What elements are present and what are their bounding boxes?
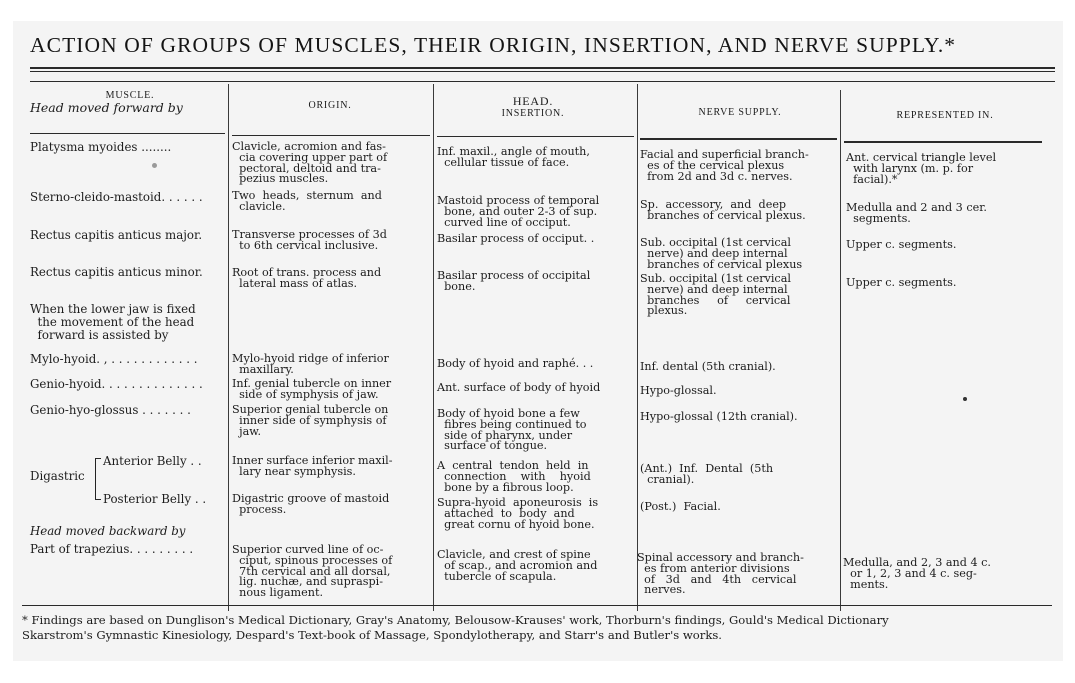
footnote-line-1: * Findings are based on Dunglison's Medical Dictionary, Gray's Anatomy, Belousow-Krauses' work, Thorburn's findings, Gould's Medical Dictionary	[22, 613, 889, 627]
origin-cell: Superior genial tubercle on inner side of symphysis of jaw.	[232, 403, 389, 438]
header-insertion: INSERTION.	[501, 108, 565, 119]
muscle-name: Genio-hyo-glossus . . . . . . .	[30, 403, 191, 417]
origin-cell: Clavicle, acromion and fas- cia covering upper part of pectoral, deltoid and tra- pezius muscles.	[232, 140, 388, 186]
muscle-name: Platysma myoides ........	[30, 140, 172, 154]
nerve-supply-cell: Spinal accessory and branch- es from anterior divisions of 3d and 4th cervical nerves.	[637, 551, 804, 597]
ink-speck	[152, 163, 157, 168]
muscle-name: Sterno-cleido-mastoid. . . . . .	[30, 190, 203, 204]
header-muscle: MUSCLE.	[105, 90, 155, 101]
origin-cell: Mylo-hyoid ridge of inferior maxillary.	[232, 352, 389, 376]
muscle-name: Rectus capitis anticus major.	[30, 228, 203, 242]
nerve-supply-cell: Inf. dental (5th cranial).	[640, 360, 776, 373]
muscle-name: Genio-hyoid. . . . . . . . . . . . . .	[30, 377, 203, 391]
header-rule-5	[844, 141, 1042, 143]
ink-speck	[963, 397, 967, 401]
muscle-name: Anterior Belly . .	[103, 454, 202, 468]
header-head: HEAD.	[512, 94, 554, 108]
digastric-brace	[95, 458, 96, 500]
header-rule-2	[232, 135, 430, 136]
insertion-cell: Body of hyoid bone a few fibres being continued to side of pharynx, under surface of tongue.	[437, 407, 587, 453]
nerve-supply-cell: Facial and superficial branch- es of the cervical plexus from 2d and 3d c. nerves.	[640, 148, 809, 183]
origin-cell: Superior curved line of oc- ciput, spinous processes of 7th cervical and all dorsal, lig. nuchæ, and supraspi- nous ligament.	[232, 543, 393, 600]
represented-in-cell: Upper c. segments.	[846, 276, 957, 289]
header-rule-1	[30, 133, 225, 134]
column-divider-2	[433, 84, 434, 611]
insertion-cell: Ant. surface of body of hyoid	[437, 381, 601, 394]
origin-cell: Transverse processes of 3d to 6th cervical inclusive.	[232, 228, 387, 252]
nerve-supply-cell: Hypo-glossal.	[640, 384, 717, 397]
footnote-rule	[22, 605, 1052, 606]
insertion-cell: Basilar process of occipital bone.	[437, 269, 591, 293]
nerve-supply-cell: Sub. occipital (1st cervical nerve) and deep internal branches of cervical plexus.	[640, 272, 791, 318]
insertion-cell: Mastoid process of temporal bone, and outer 2-3 of sup. curved line of occiput.	[437, 194, 600, 229]
insertion-cell: A central tendon held in connection with hyoid bone by a fibrous loop.	[437, 459, 591, 494]
represented-in-cell: Medulla and 2 and 3 cer. segments.	[846, 201, 987, 225]
digastric-label: Digastric	[30, 469, 85, 483]
insertion-cell: Clavicle, and crest of spine of scap., and acromion and tubercle of scapula.	[437, 548, 598, 583]
represented-in-cell: Ant. cervical triangle level with larynx (m. p. for facial).*	[846, 151, 997, 186]
jaw-fixed-note: When the lower jaw is fixed the movement of the head forward is assisted by	[30, 302, 196, 342]
insertion-cell: Supra-hyoid aponeurosis is attached to body and great cornu of hyoid bone.	[437, 496, 599, 531]
muscle-name: Mylo-hyoid. , . . . . . . . . . . . .	[30, 352, 198, 366]
nerve-supply-cell: Hypo-glossal (12th cranial).	[640, 410, 798, 423]
origin-cell: Two heads, sternum and clavicle.	[232, 189, 382, 213]
origin-cell: Inner surface inferior maxil- lary near symphysis.	[232, 454, 393, 478]
muscle-name: Part of trapezius. . . . . . . . .	[30, 542, 194, 556]
represented-in-cell: Medulla, and 2, 3 and 4 c. or 1, 2, 3 and 4 c. seg- ments.	[843, 556, 991, 591]
digastric-brace-top	[95, 458, 101, 459]
header-rule-3	[437, 136, 634, 137]
page-title: ACTION OF GROUPS OF MUSCLES, THEIR ORIGIN, INSERTION, AND NERVE SUPPLY.*	[30, 33, 957, 57]
column-divider-1	[228, 84, 229, 611]
title-rule-thin	[30, 71, 1055, 72]
origin-cell: Inf. genial tubercle on inner side of symphysis of jaw.	[232, 377, 392, 401]
footnote-line-2: Skarstrom's Gymnastic Kinesiology, Despard's Text-book of Massage, Spondylotherapy, and Starr's and Butler's works.	[22, 628, 722, 642]
nerve-supply-cell: (Ant.) Inf. Dental (5th cranial).	[640, 462, 774, 486]
nerve-supply-cell: Sub. occipital (1st cervical nerve) and deep internal branches of cervical plexus	[640, 236, 803, 271]
muscle-name: Rectus capitis anticus minor.	[30, 265, 203, 279]
title-rule-thick	[30, 67, 1055, 69]
insertion-cell: Inf. maxil., angle of mouth, cellular tissue of face.	[437, 145, 590, 169]
column-divider-4	[840, 90, 841, 611]
nerve-supply-cell: (Post.) Facial.	[640, 500, 721, 513]
backward-heading: Head moved backward by	[30, 524, 186, 538]
header-represented-in: REPRESENTED IN.	[896, 110, 994, 121]
muscle-name: Posterior Belly . .	[103, 492, 207, 506]
nerve-supply-cell: Sp. accessory, and deep branches of cervical plexus.	[640, 198, 806, 222]
column-divider-3	[637, 84, 638, 611]
insertion-cell: Body of hyoid and raphé. . .	[437, 357, 594, 370]
title-rule-third	[30, 81, 1055, 82]
origin-cell: Root of trans. process and lateral mass of atlas.	[232, 266, 382, 290]
digastric-brace-bottom	[95, 499, 101, 500]
insertion-cell: Basilar process of occiput. .	[437, 232, 595, 245]
header-origin: ORIGIN.	[308, 100, 352, 111]
header-muscle-subtitle: Head moved forward by	[30, 100, 183, 115]
header-rule-4	[640, 138, 837, 140]
header-nerve-supply: NERVE SUPPLY.	[698, 107, 782, 118]
origin-cell: Digastric groove of mastoid process.	[232, 492, 390, 516]
represented-in-cell: Upper c. segments.	[846, 238, 957, 251]
